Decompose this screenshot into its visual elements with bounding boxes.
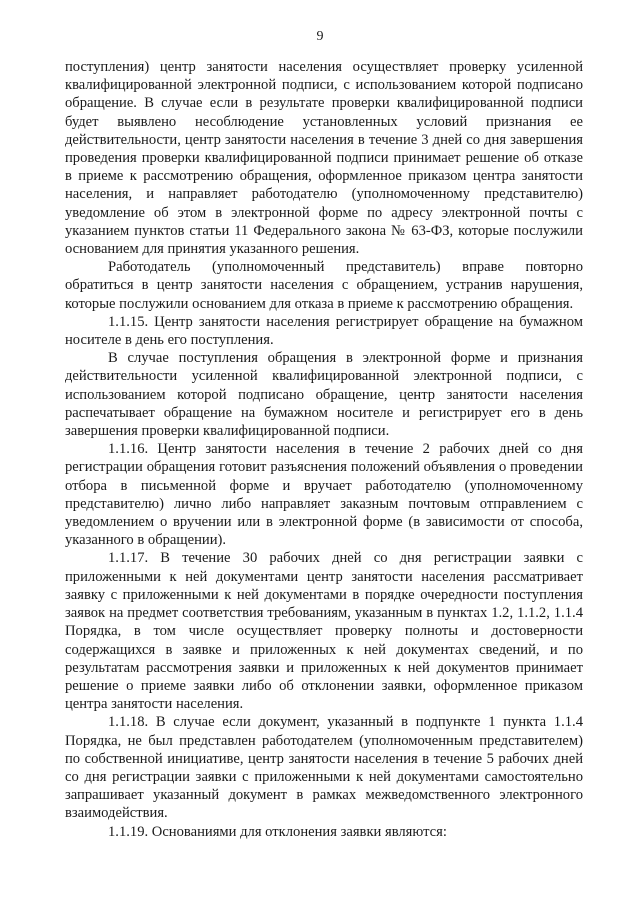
paragraph-employer-reapply: Работодатель (уполномоченный представитель) вправе повторно обратиться в центр занятости населения с обращением, устранив нарушения, которые послужили основанием для отказа в приеме к рассмотрению обращения.: [65, 259, 583, 312]
page-number: 9: [316, 29, 324, 44]
paragraph-electronic-registration: В случае поступления обращения в электронной форме и признания действительности усиленной квалифицированной электронной подписи, с использованием которой подписано обращение, центр занятости населения распечатывает обращение на бумажном носителе и регистрирует его в день завершения проверки квалифицированной подписи.: [65, 350, 583, 440]
paragraph-1-1-17: 1.1.17. В течение 30 рабочих дней со дня регистрации заявки с приложенными к ней документами центр занятости населения рассматривает заявку с приложенными к ней документами в порядке очередности поступления заявок на предмет соответствия требованиям, указанным в пунктах 1.2, 1.1.2, 1.1.4 Порядка, в том числе осуществляет проверку полноты и достоверности содержащихся в заявке и приложенных к ней документах сведений, и по результатам рассмотрения заявки и приложенных к ней документов принимает решение о приеме заявки либо об отклонении заявки, оформленное приказом центра занятости населения.: [65, 550, 583, 713]
paragraph-1-1-16: 1.1.16. Центр занятости населения в течение 2 рабочих дней со дня регистрации обращения готовит разъяснения положений объявления о проведении отбора в письменной форме и вручает работодателю (уполномоченному представителю) лично либо направляет заказным почтовым отправлением с уведомлением о вручении или в электронной форме (в зависимости от способа, указанного в обращении).: [65, 441, 583, 549]
paragraph-1-1-15: 1.1.15. Центр занятости населения регистрирует обращение на бумажном носителе в день его поступления.: [65, 313, 583, 349]
paragraph-1-1-19: 1.1.19. Основаниями для отклонения заявки являются:: [108, 823, 447, 840]
paragraph-1-1-18: 1.1.18. В случае если документ, указанный в подпункте 1 пункта 1.1.4 Порядка, не был представлен работодателем (уполномоченным представителем) по собственной инициативе, центр занятости населения в течение 5 рабочих дней со дня регистрации заявки с приложенными к ней документами самостоятельно запрашивает указанный документ в рамках межведомственного электронного взаимодействия.: [65, 714, 583, 822]
paragraph-signature-verification: поступления) центр занятости населения осуществляет проверку усиленной квалифицированной электронной подписи, с использованием которой подписано обращение. В случае если в результате проверки квалифицированной подписи будет выявлено несоблюдение установленных условий признания ее действительности, центр занятости населения в течение 3 дней со дня завершения проведения проверки квалифицированной подписи принимает решение об отказе в приеме к рассмотрению обращения, оформленное приказом центра занятости населения, и направляет работодателю (уполномоченному представителю) уведомление об этом в электронной форме по адресу электронной почты с указанием пунктов статьи 11 Федерального закона № 63-ФЗ, которые послужили основанием для принятия указанного решения.: [65, 59, 583, 258]
document-body: [65, 58, 583, 841]
